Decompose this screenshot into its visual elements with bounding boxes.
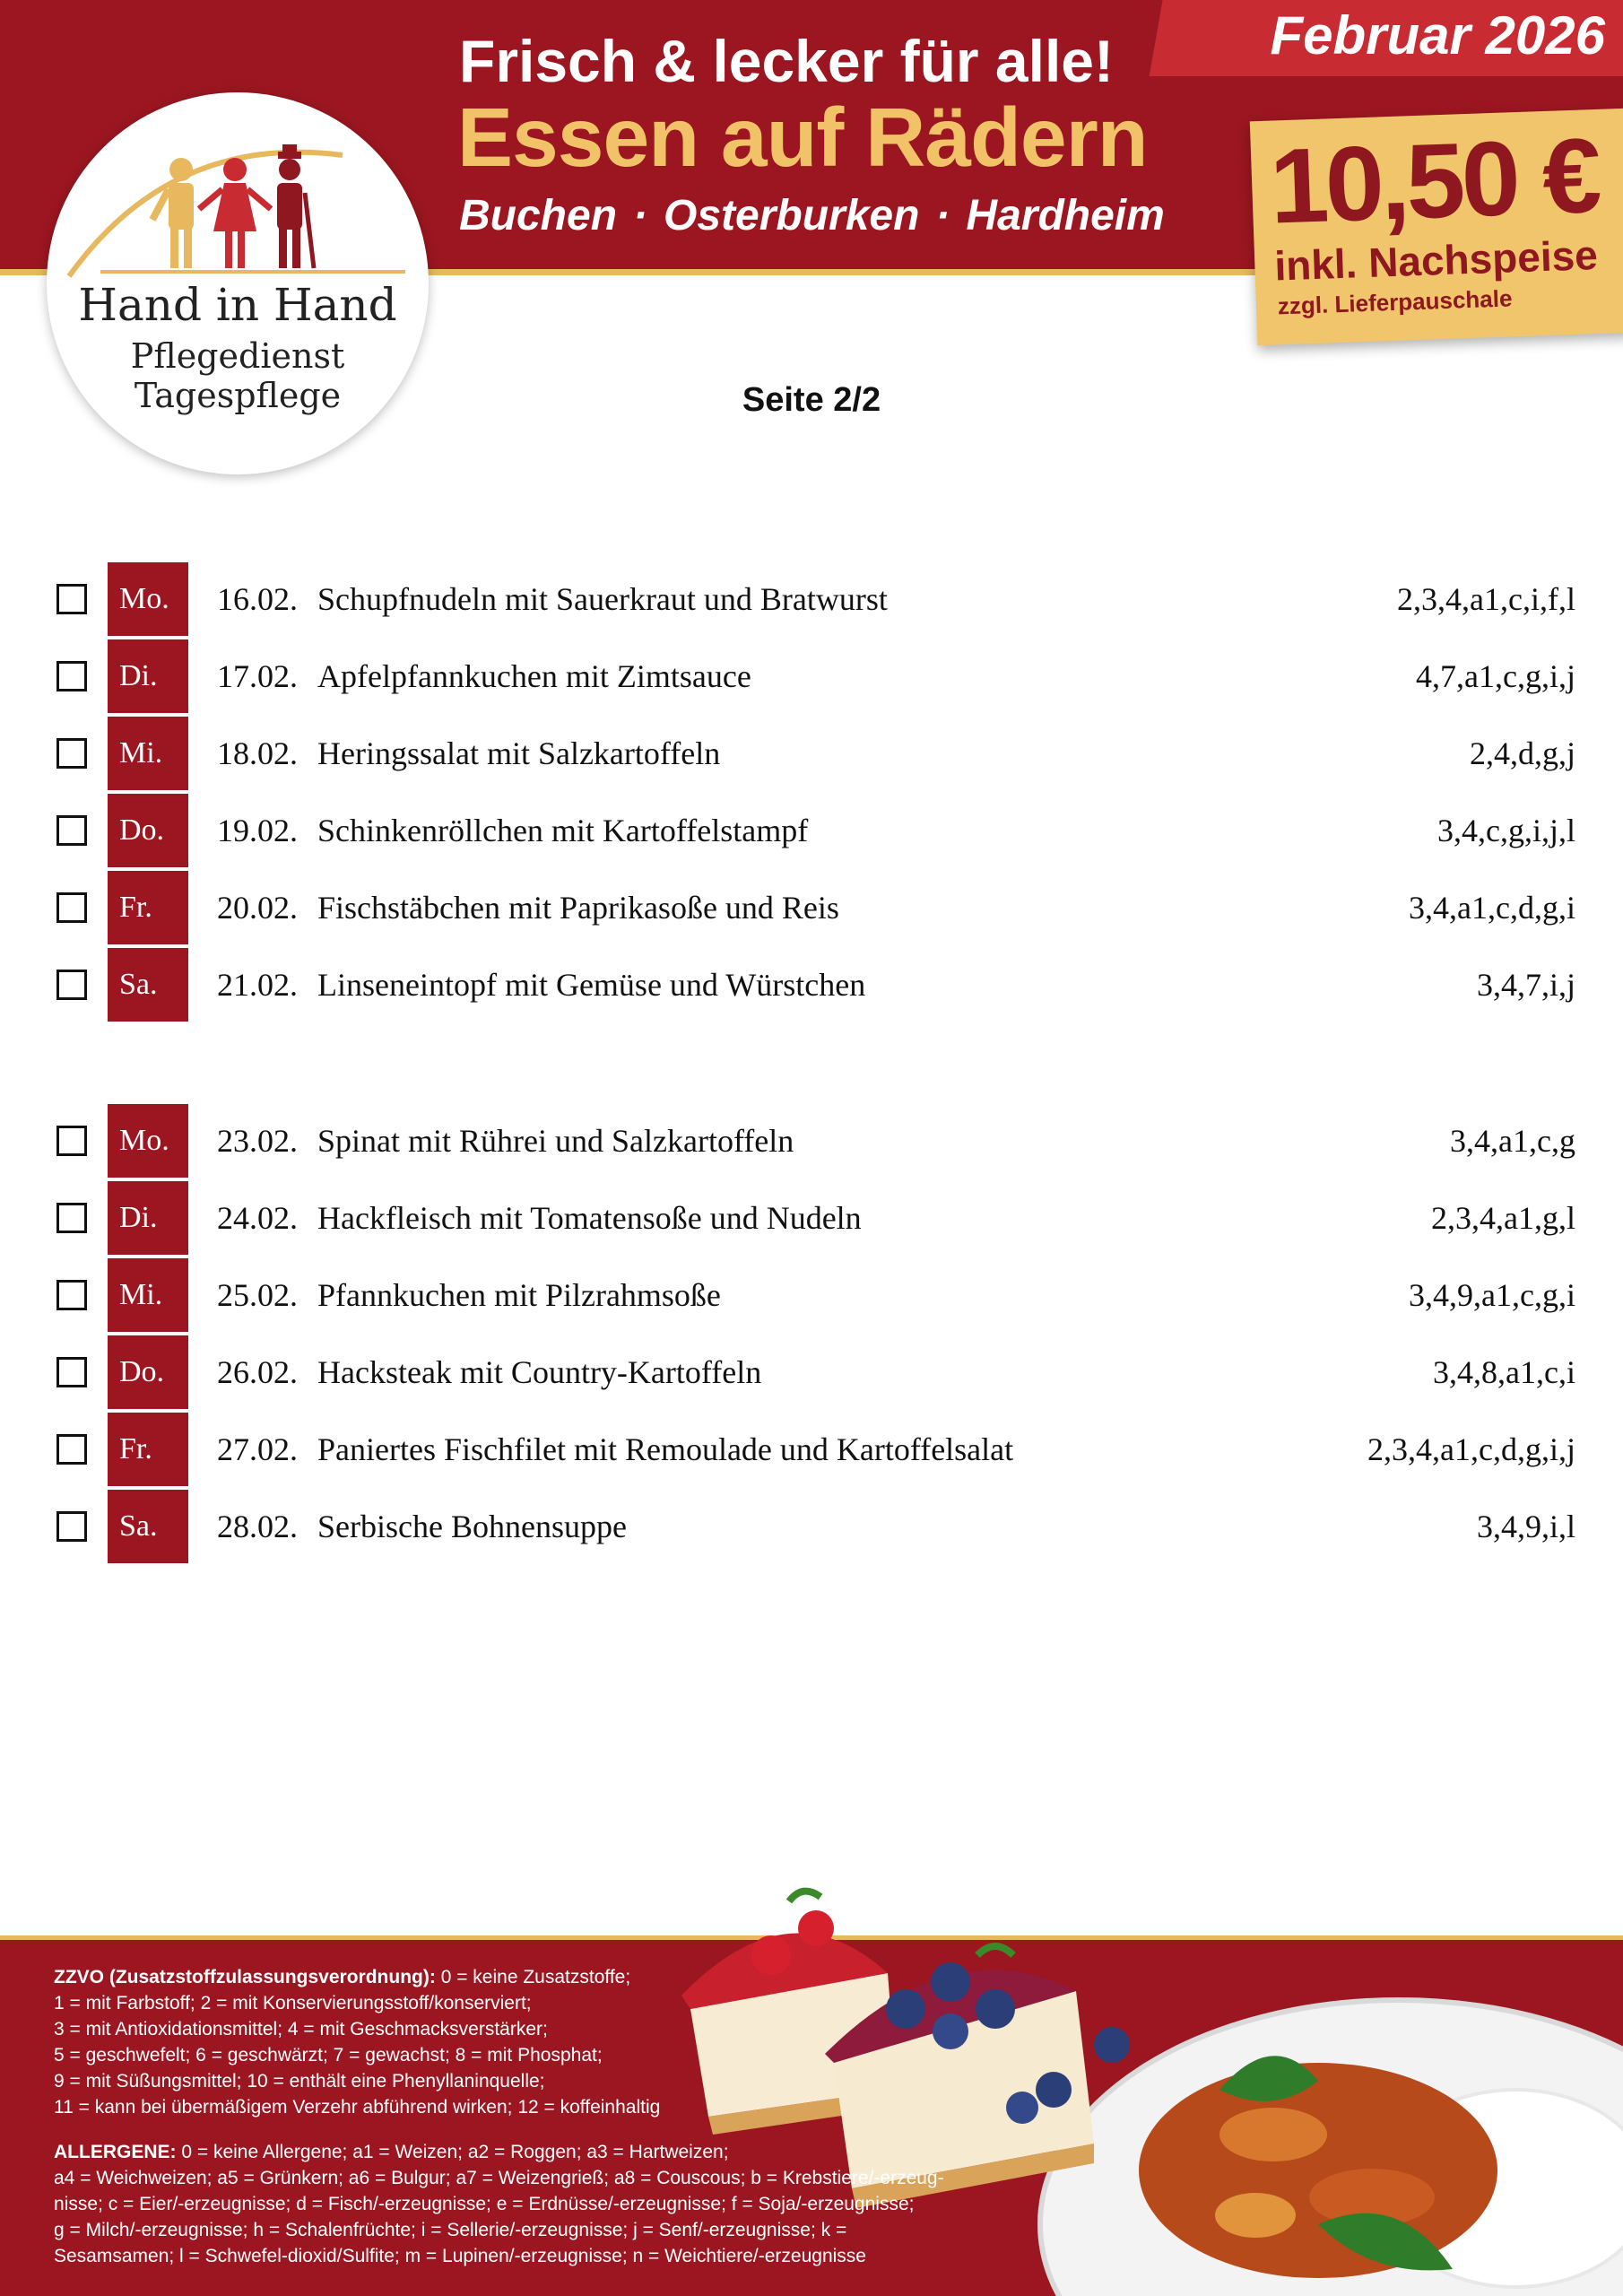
dish-name: Pfannkuchen mit Pilzrahmsoße bbox=[317, 1277, 721, 1313]
location-separator: · bbox=[935, 192, 950, 239]
page-number: Seite 2/2 bbox=[742, 381, 881, 419]
day-label: Do. bbox=[108, 1335, 188, 1409]
allergen-legend bbox=[54, 2139, 1031, 2269]
additive-codes: 2,3,4,a1,c,d,g,i,j bbox=[1367, 1431, 1575, 1467]
day-label: Mo. bbox=[108, 562, 188, 636]
additive-codes: 3,4,7,i,j bbox=[1476, 967, 1575, 1003]
dish-name: Hackfleisch mit Tomatensoße und Nudeln bbox=[317, 1200, 862, 1236]
additive-codes: 3,4,9,i,l bbox=[1476, 1509, 1575, 1544]
dish-name: Paniertes Fischfilet mit Remoulade und Kartoffelsalat bbox=[317, 1431, 1014, 1467]
location-buchen: Buchen bbox=[459, 192, 618, 239]
additive-codes: 3,4,a1,c,g bbox=[1450, 1123, 1575, 1159]
date: 16.02. bbox=[217, 581, 298, 617]
logo-line-1: Pflegedienst bbox=[130, 336, 345, 376]
dish-name: Heringssalat mit Salzkartoffeln bbox=[317, 735, 721, 771]
price-note: inkl. Nachspeise bbox=[1273, 230, 1599, 290]
day-label: Fr. bbox=[108, 871, 188, 944]
allergen-line: Sesamsamen; l = Schwefel-dioxid/Sulfite; m = Lupinen/-erzeugnisse; n = Weichtiere/-erzeugnisse bbox=[54, 2246, 866, 2266]
service-title: Essen auf Rädern bbox=[457, 91, 1148, 184]
allergen-line: a4 = Weichweizen; a5 = Grünkern; a6 = Bulgur; a7 = Weizengrieß; a8 = Couscous; b = Krebstiere/-erzeug- bbox=[54, 2168, 944, 2188]
dish-name: Linseneintopf mit Gemüse und Würstchen bbox=[317, 967, 866, 1003]
day-label: Sa. bbox=[108, 1490, 188, 1563]
zzvo-line: 0 = keine Zusatzstoffe; bbox=[440, 1967, 631, 1987]
date: 23.02. bbox=[217, 1123, 298, 1159]
logo-name: Hand in Hand bbox=[78, 279, 397, 331]
logo-line-2: Tagespflege bbox=[134, 376, 342, 415]
zzvo-line: 3 = mit Antioxidationsmittel; 4 = mit Geschmacksverstärker; bbox=[54, 2019, 548, 2039]
zzvo-line: 9 = mit Süßungsmittel; 10 = enthält eine Phenyllaninquelle; bbox=[54, 2071, 545, 2092]
date: 25.02. bbox=[217, 1277, 298, 1313]
dish-name: Spinat mit Rührei und Salzkartoffeln bbox=[317, 1123, 794, 1159]
date: 20.02. bbox=[217, 890, 298, 926]
dish-name: Schupfnudeln mit Sauerkraut und Bratwurst bbox=[317, 581, 888, 617]
date: 21.02. bbox=[217, 967, 298, 1003]
dish-name: Schinkenröllchen mit Kartoffelstampf bbox=[317, 813, 809, 848]
additive-codes: 2,3,4,a1,c,i,f,l bbox=[1397, 581, 1575, 617]
dish-name: Hacksteak mit Country-Kartoffeln bbox=[317, 1354, 762, 1390]
zzvo-legend bbox=[54, 1964, 1031, 2120]
additive-codes: 3,4,c,g,i,j,l bbox=[1437, 813, 1575, 848]
dish-name: Serbische Bohnensuppe bbox=[317, 1509, 627, 1544]
additive-codes: 3,4,9,a1,c,g,i bbox=[1409, 1277, 1575, 1313]
date: 24.02. bbox=[217, 1200, 298, 1236]
additive-codes: 3,4,a1,c,d,g,i bbox=[1409, 890, 1575, 926]
month-label: Februar 2026 bbox=[1270, 5, 1605, 65]
date: 26.02. bbox=[217, 1354, 298, 1390]
allergen-line: nisse; c = Eier/-erzeugnisse; d = Fisch/-erzeugnisse; e = Erdnüsse/-erzeugnisse; f = Soja/-erzeugnisse; bbox=[54, 2194, 915, 2214]
day-label: Mi. bbox=[108, 1258, 188, 1332]
additive-codes: 2,4,d,g,j bbox=[1469, 735, 1575, 771]
zzvo-title: ZZVO (Zusatzstoffzulassungsverordnung): bbox=[54, 1967, 436, 1987]
location-osterburken: Osterburken bbox=[664, 192, 920, 239]
day-label: Mi. bbox=[108, 717, 188, 790]
dish-name: Fischstäbchen mit Paprikasoße und Reis bbox=[317, 890, 839, 926]
day-label: Sa. bbox=[108, 948, 188, 1022]
allergen-line: 0 = keine Allergene; a1 = Weizen; a2 = Roggen; a3 = Hartweizen; bbox=[181, 2142, 729, 2162]
dish-name: Apfelpfannkuchen mit Zimtsauce bbox=[317, 658, 751, 694]
day-label: Fr. bbox=[108, 1413, 188, 1486]
allergen-line: g = Milch/-erzeugnisse; h = Schalenfrüchte; i = Sellerie/-erzeugnisse; j = Senf/-erzeugnisse; k = bbox=[54, 2220, 847, 2240]
price-amount: 10,50 € bbox=[1268, 116, 1601, 247]
day-label: Mo. bbox=[108, 1104, 188, 1178]
additive-codes: 3,4,8,a1,c,i bbox=[1433, 1354, 1575, 1390]
day-label: Do. bbox=[108, 794, 188, 867]
location-separator: · bbox=[633, 192, 647, 239]
date: 18.02. bbox=[217, 735, 298, 771]
allergen-title: ALLERGENE: bbox=[54, 2142, 177, 2162]
day-label: Di. bbox=[108, 1181, 188, 1255]
day-label: Di. bbox=[108, 639, 188, 713]
price-sub: zzgl. Lieferpauschale bbox=[1277, 284, 1513, 320]
headline: Frisch & lecker für alle! bbox=[459, 28, 1114, 94]
date: 19.02. bbox=[217, 813, 298, 848]
additive-codes: 4,7,a1,c,g,i,j bbox=[1416, 658, 1575, 694]
zzvo-line: 5 = geschwefelt; 6 = geschwärzt; 7 = gewachst; 8 = mit Phosphat; bbox=[54, 2045, 603, 2066]
date: 28.02. bbox=[217, 1509, 298, 1544]
zzvo-line: 1 = mit Farbstoff; 2 = mit Konservierungsstoff/konserviert; bbox=[54, 1993, 532, 2013]
zzvo-line: 11 = kann bei übermäßigem Verzehr abführend wirken; 12 = koffeinhaltig bbox=[54, 2097, 661, 2118]
date: 17.02. bbox=[217, 658, 298, 694]
location-hardheim: Hardheim bbox=[966, 192, 1165, 239]
additive-codes: 2,3,4,a1,g,l bbox=[1431, 1200, 1575, 1236]
date: 27.02. bbox=[217, 1431, 298, 1467]
